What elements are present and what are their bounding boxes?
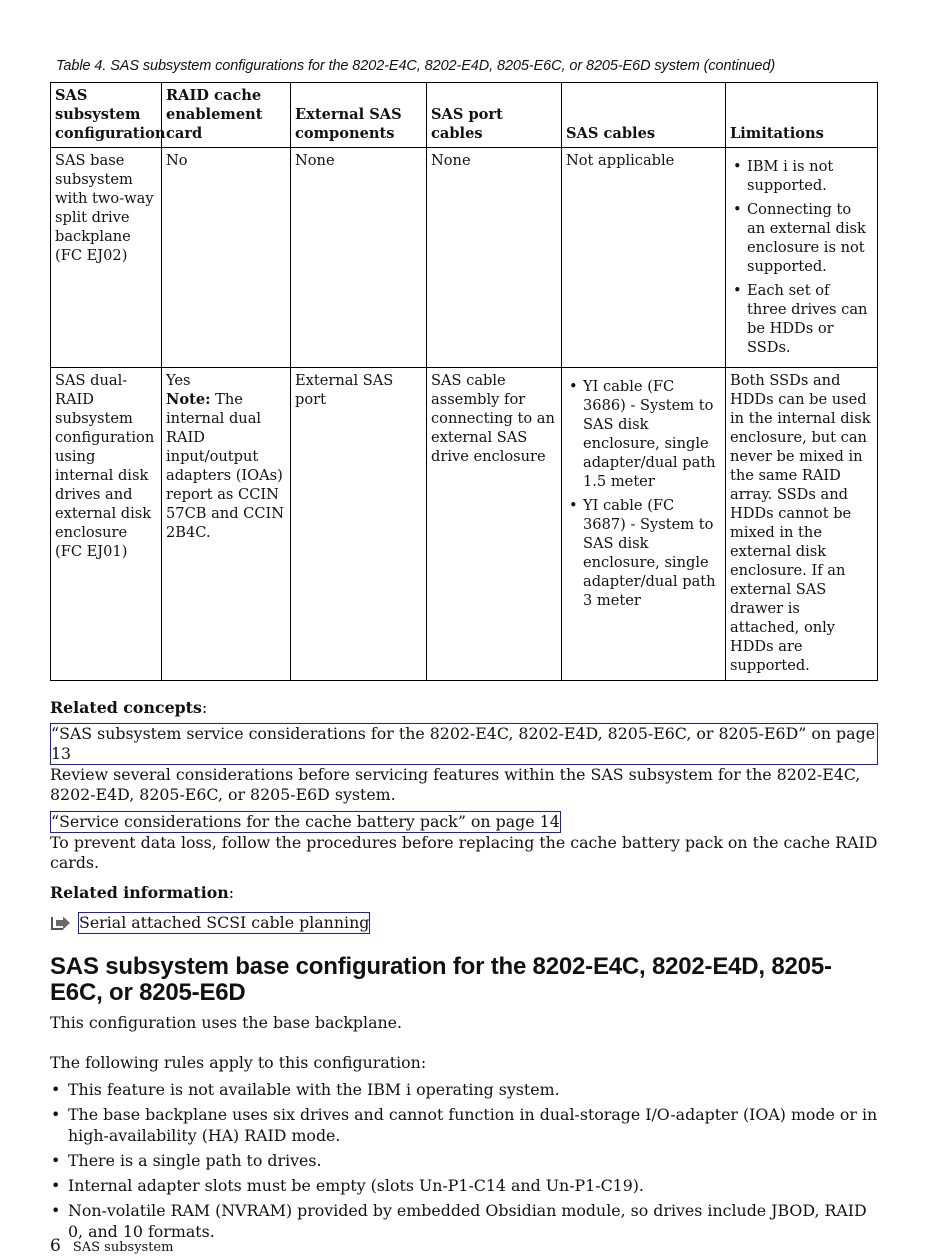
table-cell: SAS dual-RAID subsystem configuration using internal disk drives and external disk enclosure (FC EJ01) [51, 368, 162, 681]
rules-list [50, 1079, 878, 1242]
page-content [50, 58, 878, 1246]
list-item: • The base backplane uses six drives and cannot function in dual-storage I/O-adapter (IOA) mode or in high-availability (HA) RAID mode. [50, 1104, 878, 1146]
related-concepts-heading: Related concepts: [50, 698, 208, 717]
table-cell: No [162, 148, 291, 368]
section-intro: This configuration uses the base backplane. [50, 1013, 403, 1032]
scsi-cable-planning-link[interactable]: Serial attached SCSI cable planning [79, 913, 370, 932]
note-label: Note: [166, 391, 211, 408]
list-item: • YI cable (FC 3687) - System to SAS disk enclosure, single adapter/dual path 3 meter [566, 496, 721, 610]
page-number: 6 [50, 1236, 61, 1256]
related-link-description: Review several considerations before servicing features within the SAS subsystem for the 8202-E4C, 8202-E4D, 8205-E6C, or 8205-E6D system. [50, 765, 861, 804]
table-cell [562, 368, 726, 681]
page-footer [50, 1236, 173, 1256]
footer-title: SAS subsystem [72, 1240, 174, 1255]
column-header: SAS cables [562, 83, 726, 148]
rules-intro: The following rules apply to this configuration: [50, 1053, 427, 1072]
related-link-description: To prevent data loss, follow the procedures before replacing the cache battery pack on the cache RAID cards. [50, 833, 878, 872]
raid-value: Yes [166, 372, 191, 389]
table-cell: None [427, 148, 562, 368]
external-link-icon [50, 914, 72, 932]
table-row [51, 368, 878, 681]
related-information-row [50, 912, 878, 934]
cables-list [566, 377, 721, 610]
table-cell [162, 368, 291, 681]
table-cell: Both SSDs and HDDs can be used in the internal disk enclosure, but can never be mixed in the same RAID array. SSDs and HDDs cannot be mixed in the external disk enclosure. If an external SAS drawer is attached, only HDDs are supported. [726, 368, 878, 681]
related-link-sas-service[interactable]: “SAS subsystem service considerations for the 8202-E4C, 8202-E4D, 8205-E6C, or 8205-E6D” on page 13 [50, 723, 878, 765]
list-item: • Internal adapter slots must be empty (slots Un-P1-C14 and Un-P1-C19). [50, 1175, 878, 1196]
list-item: • YI cable (FC 3686) - System to SAS disk enclosure, single adapter/dual path 1.5 meter [566, 377, 721, 491]
list-item: • Non-volatile RAM (NVRAM) provided by embedded Obsidian module, so drives include JBOD, RAID 0, and 10 formats. [50, 1200, 878, 1242]
column-header: SAS port cables [427, 83, 562, 148]
table-cell: Not applicable [562, 148, 726, 368]
table-caption: Table 4. SAS subsystem configurations for the 8202-E4C, 8202-E4D, 8205-E6C, or 8205-E6D system (continued) [56, 58, 776, 74]
sas-config-table [50, 82, 878, 681]
column-header: Limitations [726, 83, 878, 148]
column-header: RAID cache enablement card [162, 83, 291, 148]
table-cell: SAS cable assembly for connecting to an external SAS drive enclosure [427, 368, 562, 681]
table-header-row [51, 83, 878, 148]
related-link-cache-battery[interactable]: “Service considerations for the cache battery pack” on page 14 [51, 812, 560, 831]
table-row [51, 148, 878, 368]
section-title: SAS subsystem base configuration for the 8202-E4C, 8202-E4D, 8205-E6C, or 8205-E6D [50, 953, 832, 1006]
note-text: The internal dual RAID input/output adapters (IOAs) report as CCIN 57CB and CCIN 2B4C. [166, 391, 285, 541]
table-cell: None [291, 148, 427, 368]
list-item: • Each set of three drives can be HDDs or SSDs. [730, 281, 873, 357]
list-item: • Connecting to an external disk enclosure is not supported. [730, 200, 873, 276]
list-item: • IBM i is not supported. [730, 157, 873, 195]
list-item: • This feature is not available with the IBM i operating system. [50, 1079, 878, 1100]
table-cell: SAS base subsystem with two-way split drive backplane (FC EJ02) [51, 148, 162, 368]
table-cell: External SAS port [291, 368, 427, 681]
related-information-heading: Related information: [50, 883, 235, 902]
list-item: • There is a single path to drives. [50, 1150, 878, 1171]
column-header: SAS subsystem configuration [51, 83, 162, 148]
limitations-list [730, 157, 873, 357]
column-header: External SAS components [291, 83, 427, 148]
table-cell [726, 148, 878, 368]
